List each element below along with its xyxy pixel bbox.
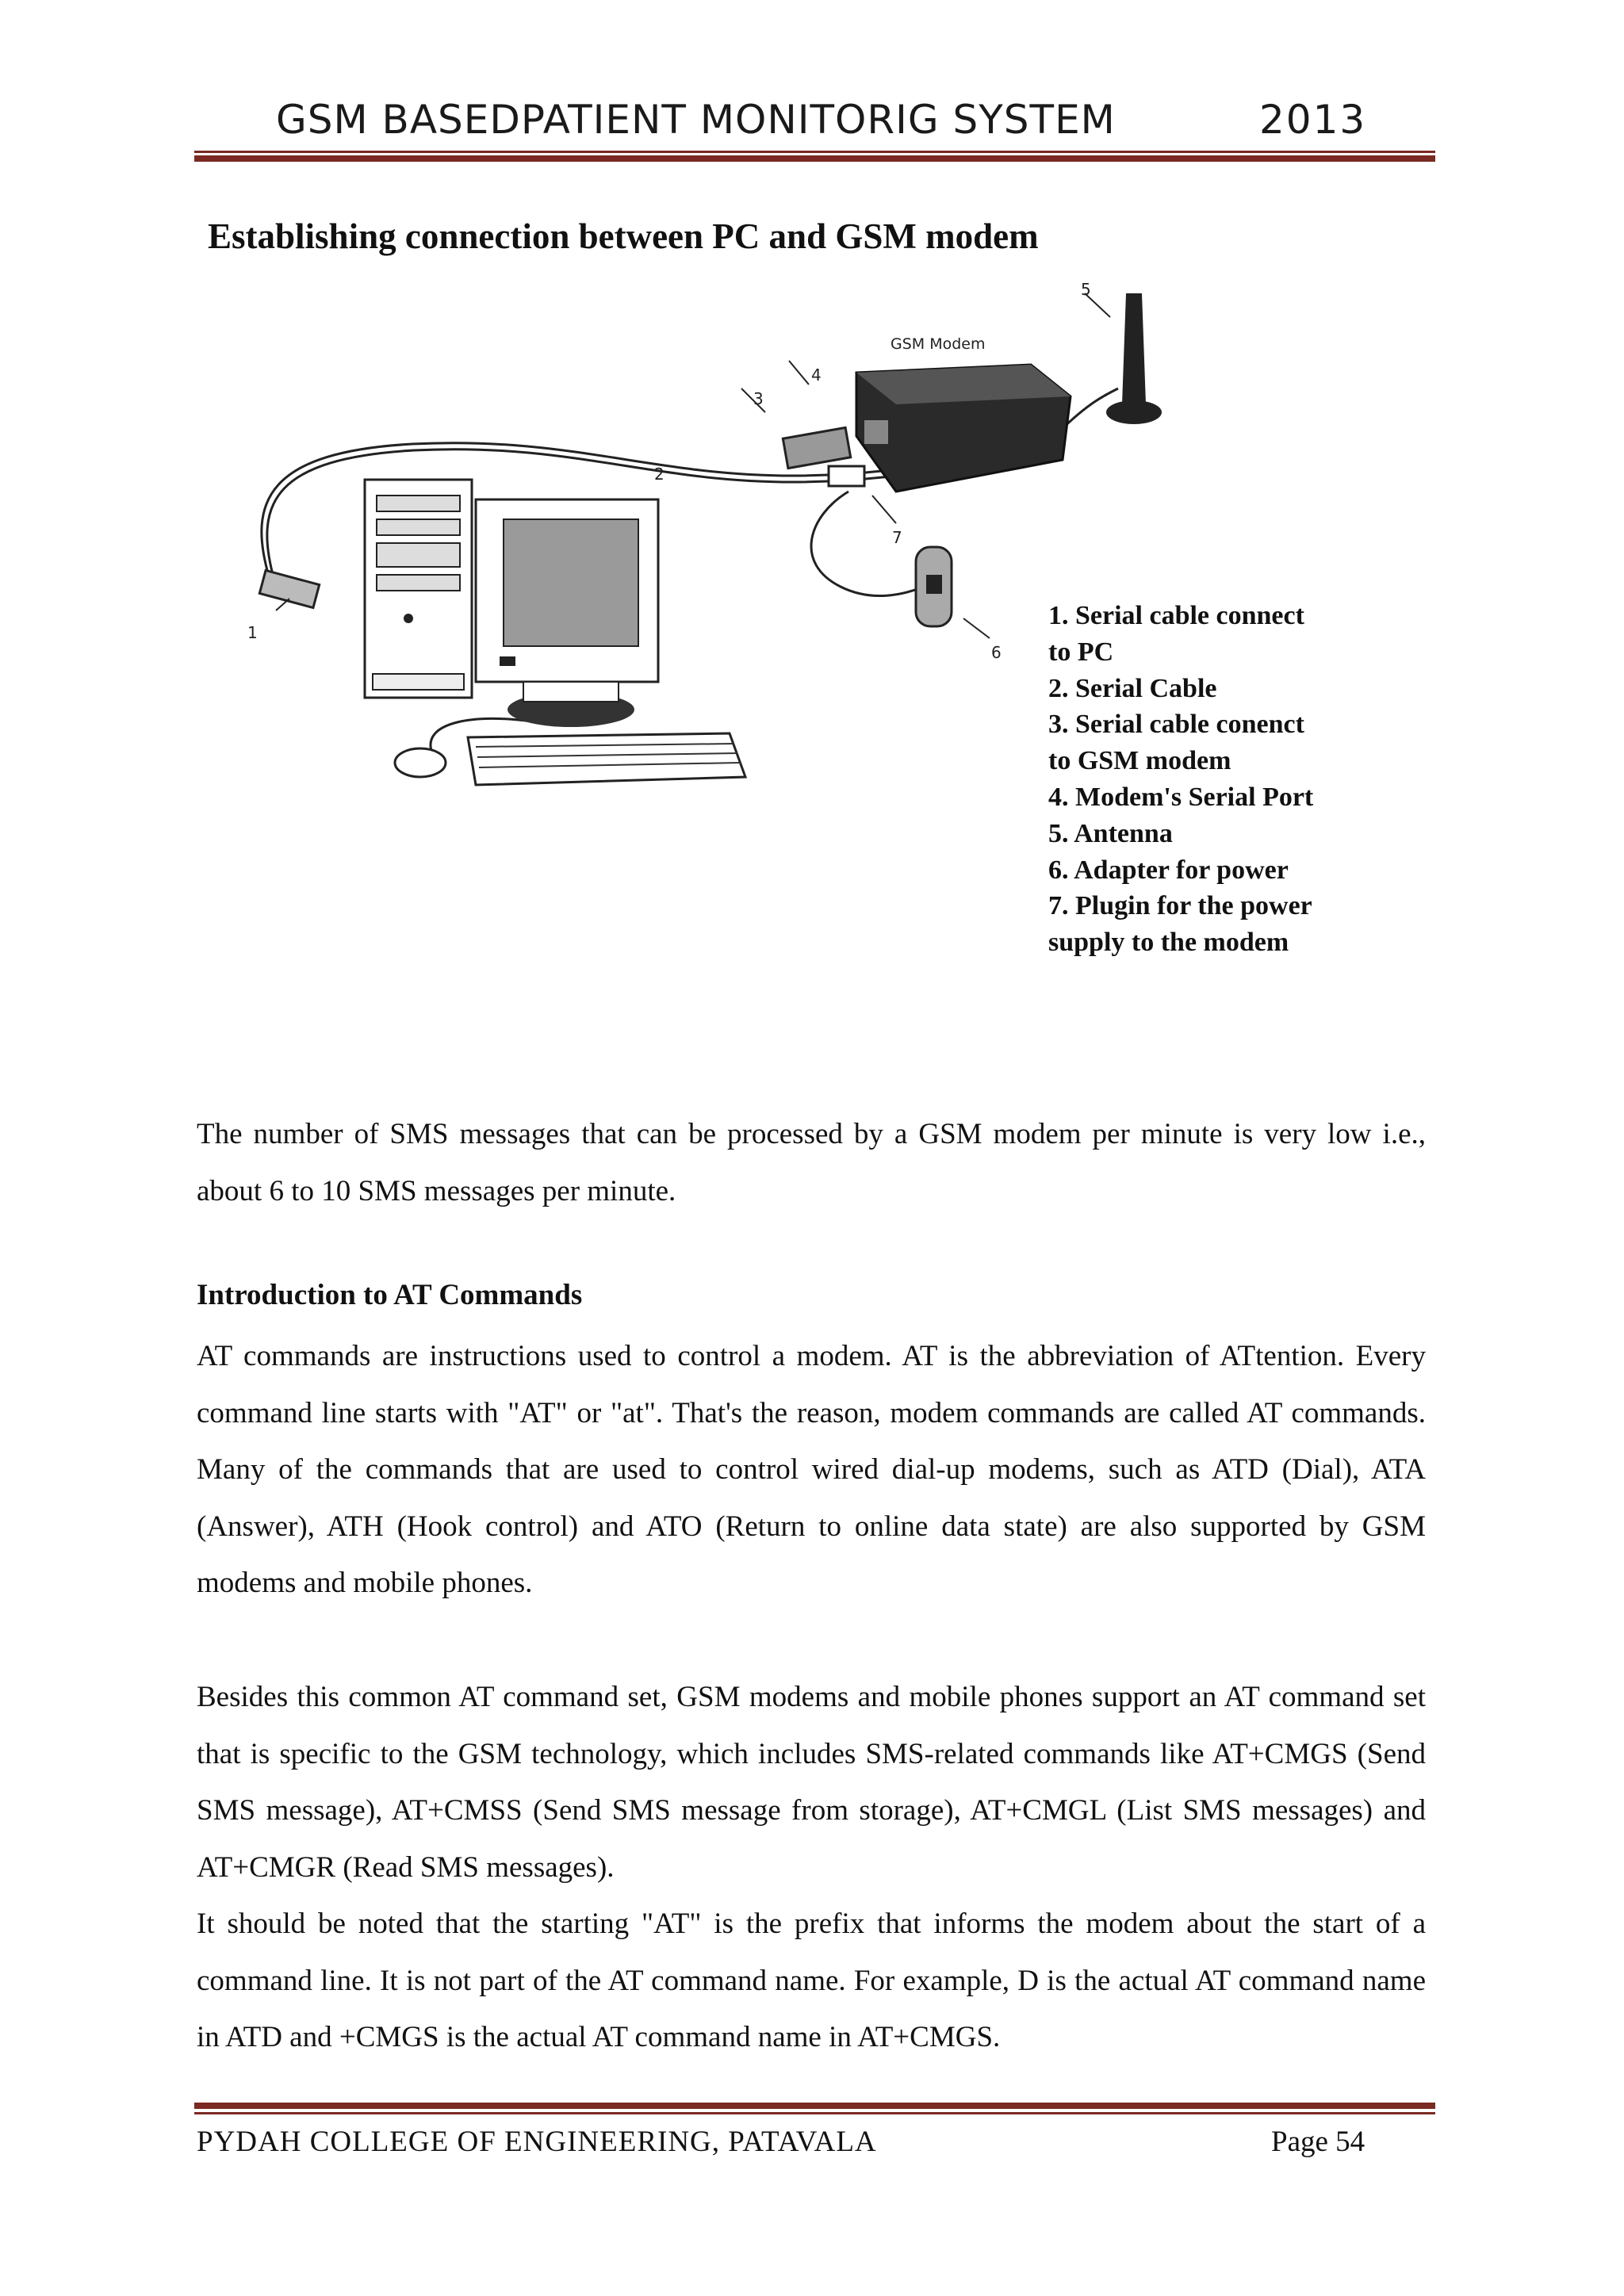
section-heading: Introduction to AT Commands bbox=[197, 1279, 583, 1311]
legend-line: 5. Antenna bbox=[1048, 818, 1173, 848]
power-adapter bbox=[916, 547, 952, 626]
footer-rule-thick bbox=[194, 2103, 1435, 2109]
footer-rule-thin bbox=[194, 2112, 1435, 2114]
paragraph-text: It should be noted that the starting "AT" is the prefix that informs the modem about the start of a command line. It is not part of the AT command name. For example, D is the actual AT command name in ATD and +CMGS is the actual AT command name in AT+CMGS. bbox=[197, 1908, 1426, 2053]
paragraph-text: The number of SMS messages that can be processed by a GSM modem per minute is very low i.e., about 6 to 10 SMS messages per minute. bbox=[197, 1118, 1426, 1207]
legend-line: 1. Serial cable connect bbox=[1048, 601, 1304, 630]
legend-line: 6. Adapter for power bbox=[1048, 855, 1289, 885]
monitor bbox=[476, 499, 658, 727]
paragraph-sms-rate bbox=[197, 1106, 1426, 1219]
callout-7: 7 bbox=[892, 528, 902, 547]
gsm-modem bbox=[856, 365, 1071, 492]
keyboard bbox=[468, 733, 745, 785]
callout-1: 1 bbox=[247, 623, 258, 642]
header-rule-thin bbox=[194, 151, 1435, 153]
callout-4: 4 bbox=[811, 365, 822, 385]
pc-serial-connector bbox=[259, 570, 319, 607]
modem-serial-connector bbox=[783, 427, 850, 468]
legend-line: 2. Serial Cable bbox=[1048, 673, 1217, 703]
paragraph-text: Besides this common AT command set, GSM modems and mobile phones support an AT command set that is specific to the GSM technology, which includes SMS-related commands like AT+CMGS (Send SMS message), AT+CMSS (Send SMS message from storage), AT+CMGL (List SMS messages) and AT+CMGR (Read SMS messages). bbox=[197, 1681, 1426, 1884]
legend-line: 4. Modem's Serial Port bbox=[1048, 782, 1314, 812]
modem-label: GSM Modem bbox=[891, 335, 986, 353]
power-cable bbox=[811, 492, 924, 596]
footer-page-number: Page 54 bbox=[1271, 2126, 1365, 2158]
pc-tower bbox=[365, 480, 472, 698]
legend-line: to PC bbox=[1048, 637, 1114, 667]
legend-line: supply to the modem bbox=[1048, 928, 1289, 958]
header-rule-thick bbox=[194, 155, 1435, 162]
callout-2: 2 bbox=[654, 465, 665, 484]
paragraph-gsm-commands bbox=[197, 1669, 1426, 2066]
figure-title: Establishing connection between PC and GSM modem bbox=[208, 216, 1039, 256]
antenna bbox=[1106, 293, 1162, 424]
paragraph-text: AT commands are instructions used to control a modem. AT is the abbreviation of ATtention. Every command line starts with "AT" or "at". That's the reason, modem commands are called AT commands. Many of the commands that are used to control wired dial-up modems, such as ATD (Dial), ATA (Answer), ATH (Hook control) and ATO (Return to online data state) are also supported by GSM modems and mobile phones. bbox=[197, 1340, 1426, 1599]
callout-5: 5 bbox=[1081, 280, 1091, 299]
callout-6: 6 bbox=[991, 643, 1002, 662]
mouse bbox=[395, 748, 446, 777]
running-header-title: GSM BASEDPATIENT MONITORIG SYSTEM bbox=[276, 97, 1116, 143]
figure-legend bbox=[1048, 598, 1313, 961]
footer-college: PYDAH COLLEGE OF ENGINEERING, PATAVALA bbox=[197, 2126, 877, 2158]
legend-line: 7. Plugin for the power bbox=[1048, 891, 1312, 921]
modem-power-plug bbox=[829, 466, 864, 486]
running-header-year: 2013 bbox=[1259, 97, 1367, 143]
paragraph-at-intro bbox=[197, 1328, 1426, 1612]
legend-line: to GSM modem bbox=[1048, 746, 1231, 776]
legend-line: 3. Serial cable conenct bbox=[1048, 710, 1304, 740]
callout-3: 3 bbox=[753, 389, 764, 408]
